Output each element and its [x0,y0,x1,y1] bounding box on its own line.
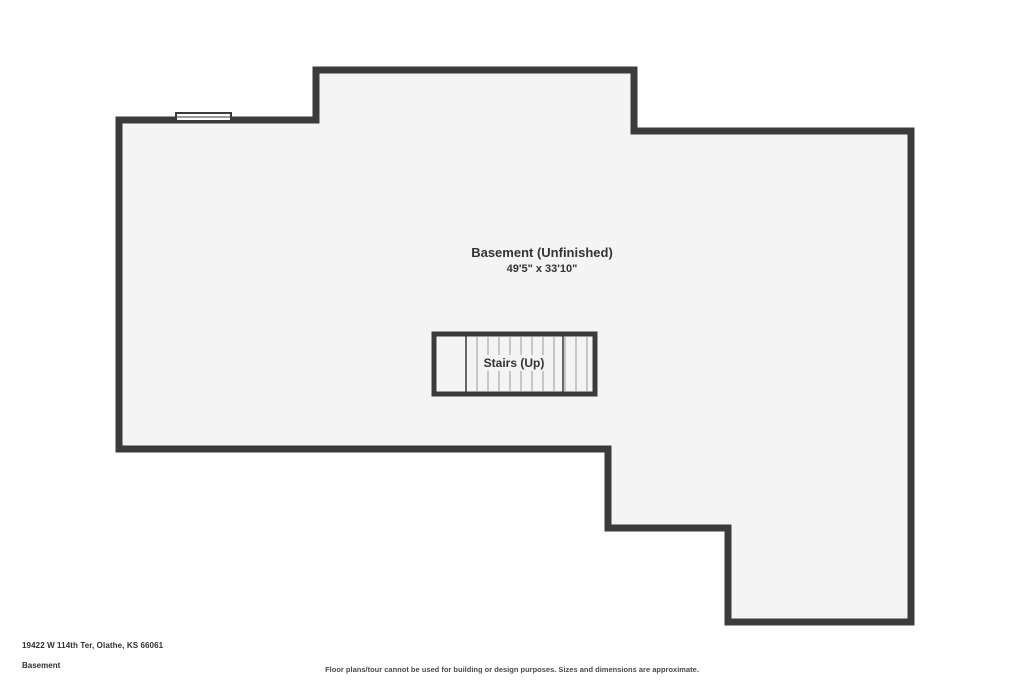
stairs-label: Stairs (Up) [479,355,550,371]
room-label-basement [471,244,613,276]
room-name: Basement (Unfinished) [471,244,613,260]
window-icon [176,113,231,121]
footer-disclaimer: Floor plans/tour cannot be used for building or design purposes. Sizes and dimensions are approximate. [325,665,699,674]
footer-address: 19422 W 114th Ter, Olathe, KS 66061 [22,641,164,650]
footer-level-label: Basement [22,661,61,670]
room-dimensions: 49'5" x 33'10" [506,262,578,275]
